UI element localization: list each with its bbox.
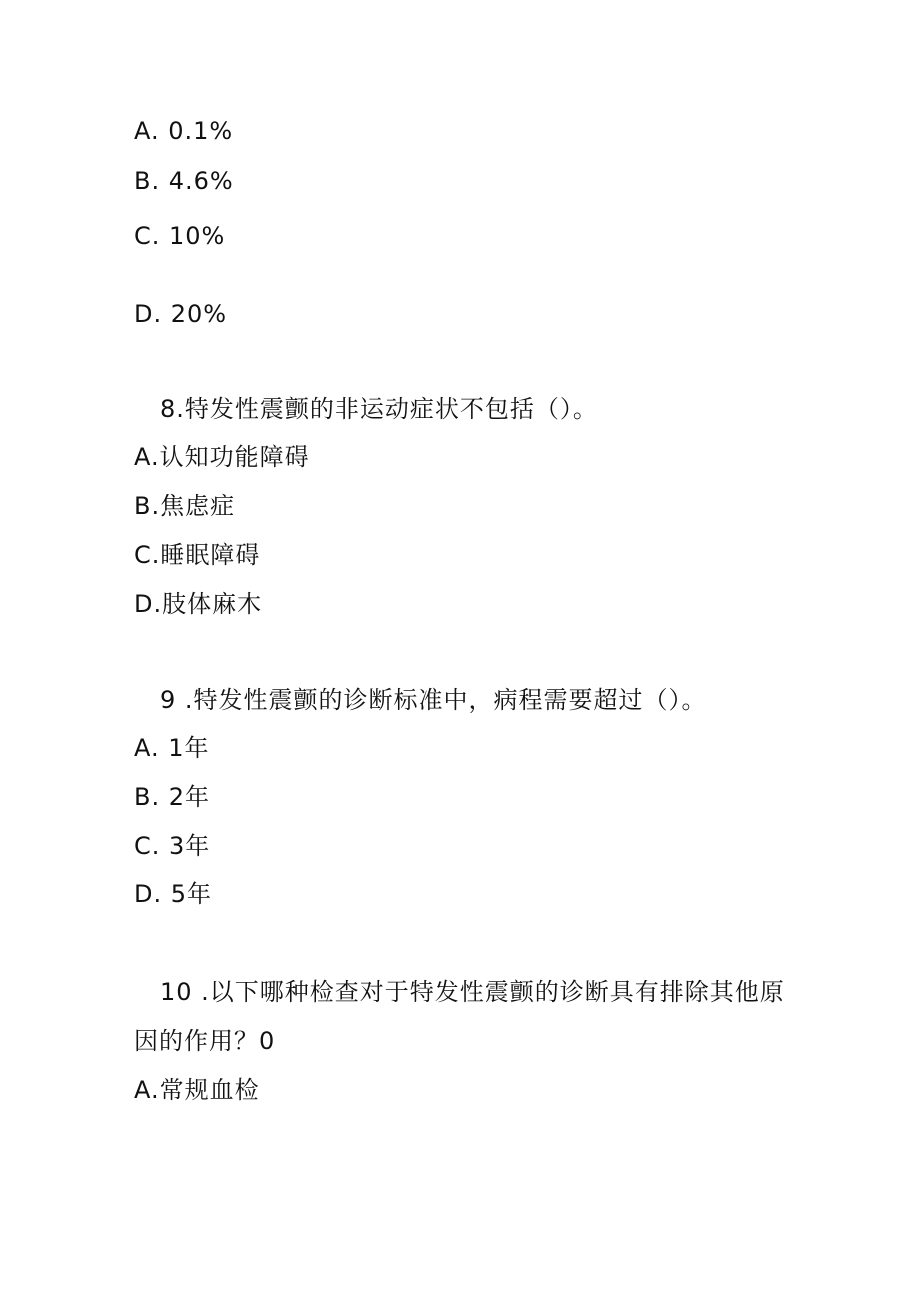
q7-option-c: C. 10% (134, 222, 226, 250)
q10-stem-line2: 因的作用？0 (134, 1027, 276, 1055)
q8-stem: 8.特发性震颤的非运动症状不包括（）。 (160, 395, 598, 423)
q9-option-d: D. 5年 (134, 880, 213, 908)
q8-option-d: D.肢体麻木 (134, 590, 263, 618)
q8-option-b: B.焦虑症 (134, 492, 236, 520)
q7-option-d: D. 20% (134, 300, 228, 328)
q7-option-a: A. 0.1% (134, 117, 234, 145)
q10-stem-line1: 10 .以下哪种检查对于特发性震颤的诊断具有排除其他原 (160, 978, 785, 1006)
q9-option-c: C. 3年 (134, 832, 211, 860)
q7-option-b: B. 4.6% (134, 167, 234, 195)
q8-option-c: C.睡眠障碍 (134, 541, 261, 569)
q9-option-a: A. 1年 (134, 734, 210, 762)
q10-option-a: A.常规血检 (134, 1076, 260, 1104)
q9-option-b: B. 2年 (134, 783, 210, 811)
q9-stem: 9 .特发性震颤的诊断标准中，病程需要超过（）。 (160, 686, 707, 714)
q8-option-a: A.认知功能障碍 (134, 443, 310, 471)
